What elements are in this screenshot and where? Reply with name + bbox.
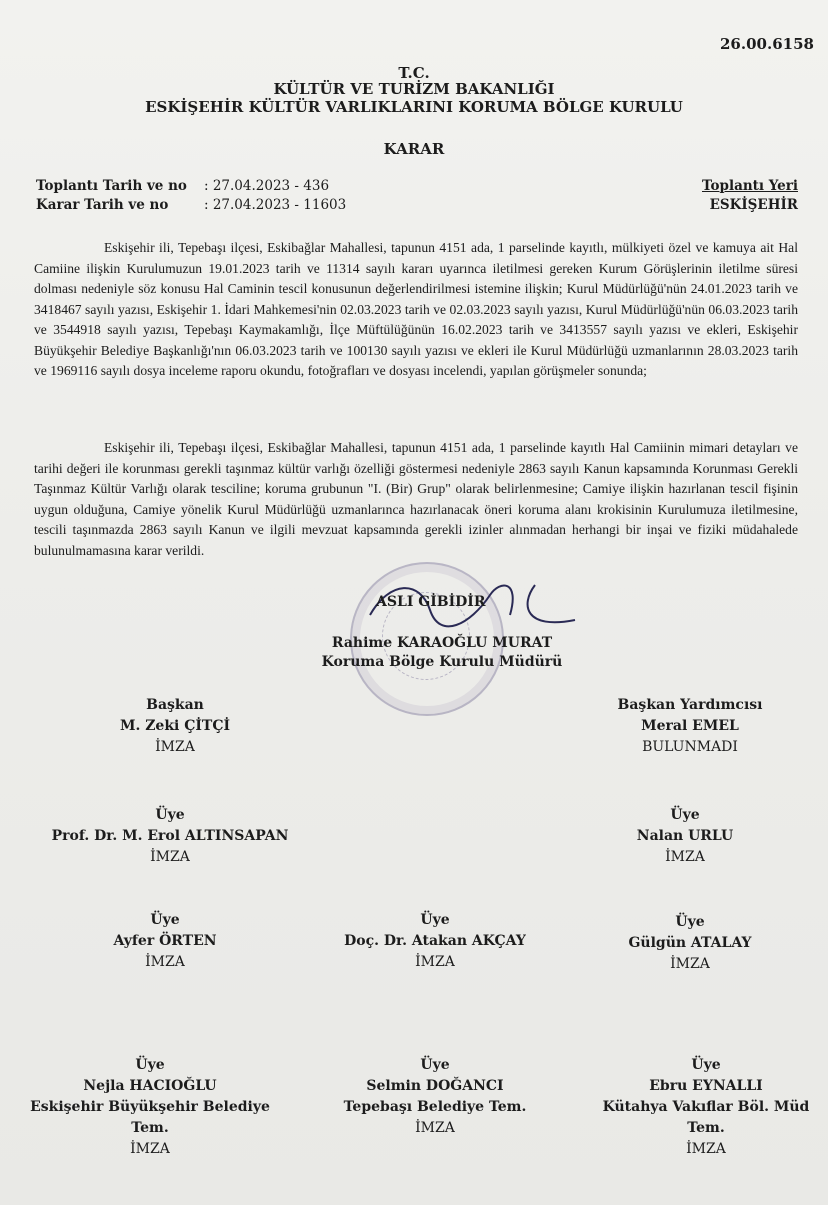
signatory-role: Üye	[150, 912, 180, 928]
signatory-role: Üye	[135, 1057, 165, 1073]
meeting-date-label: Toplantı Tarih ve no	[36, 178, 187, 194]
signatory-vice-chairman	[590, 695, 790, 758]
signatory-member-hacioglu	[15, 1055, 285, 1160]
signatory-org: Kütahya Vakıflar Böl. Müd	[602, 1099, 810, 1115]
signatory-member-orten	[90, 910, 240, 973]
ministry-heading: KÜLTÜR VE TURİZM BAKANLIĞI	[273, 80, 555, 98]
signatory-status: BULUNMADI	[642, 739, 738, 755]
signatory-name: Ebru EYNALLI	[649, 1078, 763, 1094]
director-block	[312, 634, 572, 672]
signatory-name: Selmin DOĞANCI	[366, 1078, 504, 1094]
decision-date-label: Karar Tarih ve no	[36, 197, 169, 213]
body-paragraph-2: Eskişehir ili, Tepebaşı ilçesi, Eskibağlar Mahallesi, tapunun 4151 ada, 1 parselinde kayıtlı Hal Camiinin mimari detayları ve tarihi değeri ile korunması gerekli taşınmaz kültür varlığı özelliği göstermesi nedeniyle 2863 sayılı Kanun kapsamında Korunması Gerekli Taşınmaz Kültür Varlığı olarak tesciline; koruma grubunun "I. (Bir) Grup" olarak belirlenmesine; Camiye ilişkin hazırlanan tescil fişinin uygun olduğuna, Camiye yönelik Kurul Müdürlüğü uzmanlarınca hazırlanacak öneri koruma alanı krokisinin Kurulumuza iletilmesine, tescili taşınmazda 2863 sayılı Kanun ve ilgili mevzuat kapsamında gerekli izinler alınmadan herhangi bir inşai ve fiziki müdahalede bulunulmamasına karar verildi.	[34, 440, 798, 558]
signatory-role: Üye	[670, 807, 700, 823]
decision-title: KARAR	[383, 140, 445, 158]
signatory-status: İMZA	[665, 849, 705, 865]
signatory-role: Üye	[420, 1057, 450, 1073]
director-name: Rahime KARAOĞLU MURAT	[331, 635, 553, 651]
country-heading: T.C.	[398, 64, 430, 82]
signatory-name: Meral EMEL	[641, 718, 739, 734]
signatory-member-altinsapan	[40, 805, 300, 868]
signatory-member-doganci	[330, 1055, 540, 1139]
signatory-member-akcay	[330, 910, 540, 973]
signatory-org: Tepebaşı Belediye Tem.	[343, 1099, 527, 1115]
decision-date-row	[36, 196, 346, 215]
meeting-place-label: Toplantı Yeri	[702, 178, 798, 194]
signatory-org: Eskişehir Büyükşehir Belediye	[30, 1099, 270, 1115]
certified-copy-stamp: ASLI GİBİDİR	[376, 594, 486, 610]
meeting-info	[36, 177, 346, 215]
signatory-role: Üye	[675, 914, 705, 930]
signatory-tem: Tem.	[131, 1120, 169, 1136]
signatory-status: İMZA	[670, 956, 710, 972]
signatory-chairman	[90, 695, 260, 758]
signatory-status: İMZA	[415, 954, 455, 970]
meeting-place-value: ESKİŞEHİR	[709, 197, 798, 213]
decision-date-value: : 27.04.2023 - 11603	[204, 197, 347, 213]
signatory-name: Gülgün ATALAY	[628, 935, 752, 951]
signatory-member-urlu	[600, 805, 770, 868]
meeting-date-row	[36, 177, 346, 196]
signatory-role: Başkan	[146, 697, 204, 713]
signatory-name: Doç. Dr. Atakan AKÇAY	[344, 933, 526, 949]
signatory-name: Nalan URLU	[636, 828, 734, 844]
signatory-status: İMZA	[130, 1141, 170, 1157]
signatory-status: İMZA	[415, 1120, 455, 1136]
signatory-role: Üye	[691, 1057, 721, 1073]
meeting-place	[702, 177, 798, 215]
signatory-status: İMZA	[155, 739, 195, 755]
signatory-role: Üye	[420, 912, 450, 928]
signatory-status: İMZA	[150, 849, 190, 865]
signatory-name: Prof. Dr. M. Erol ALTINSAPAN	[51, 828, 289, 844]
signatory-status: İMZA	[145, 954, 185, 970]
signatory-role: Üye	[155, 807, 185, 823]
signatory-role: Başkan Yardımcısı	[617, 697, 763, 713]
signatory-name: M. Zeki ÇİTÇİ	[119, 718, 231, 734]
signatory-member-atalay	[610, 912, 770, 975]
document-number: 26.00.6158	[720, 35, 814, 53]
signatory-status: İMZA	[686, 1141, 726, 1157]
body-paragraph-1: Eskişehir ili, Tepebaşı ilçesi, Eskibağlar Mahallesi, tapunun 4151 ada, 1 parselinde kayıtlı, mülkiyeti özel ve kamuya ait Hal Camiine ilişkin Kurulumuzun 19.01.2023 tarih ve 11314 sayılı kararı uyarınca iletilmesi gereken Kurum Görüşlerinin iletilme süresi dolması nedeniyle söz konusu Hal Caminin tescil konusunun değerlendirilmesi istemine ilişkin; Kurul Müdürlüğü'nün 24.01.2023 tarih ve 3418467 sayılı yazısı, Eskişehir 1. İdari Mahkemesi'nin 02.03.2023 tarih ve 02.03.2023 sayılı yazısı, Kurul Müdürlüğü'nün 06.03.2023 tarih ve 3544918 sayılı yazısı, Tepebaşı Kaymakamlığı, İlçe Müftülüğünün 16.02.2023 tarih ve 3413557 sayılı yazısı ve ekleri, Eskişehir Büyükşehir Belediye Başkanlığı'nın 06.03.2023 tarih ve 100130 sayılı yazısı ve ekleri ile Kurul Müdürlüğü uzmanlarının 28.03.2023 tarih ve 1969116 sayılı dosya inceleme raporu okundu, fotoğrafları ve dosyası incelendi, yapılan görüşmeler sonunda;	[34, 240, 798, 378]
signatory-name: Ayfer ÖRTEN	[113, 933, 217, 949]
board-heading: ESKİŞEHİR KÜLTÜR VARLIKLARINI KORUMA BÖLGE KURULU	[145, 98, 683, 116]
signatory-name: Nejla HACIOĞLU	[83, 1078, 217, 1094]
director-role: Koruma Bölge Kurulu Müdürü	[321, 654, 563, 670]
meeting-date-value: : 27.04.2023 - 436	[204, 178, 330, 194]
signatory-member-eynalli	[590, 1055, 822, 1160]
signatory-tem: Tem.	[687, 1120, 725, 1136]
